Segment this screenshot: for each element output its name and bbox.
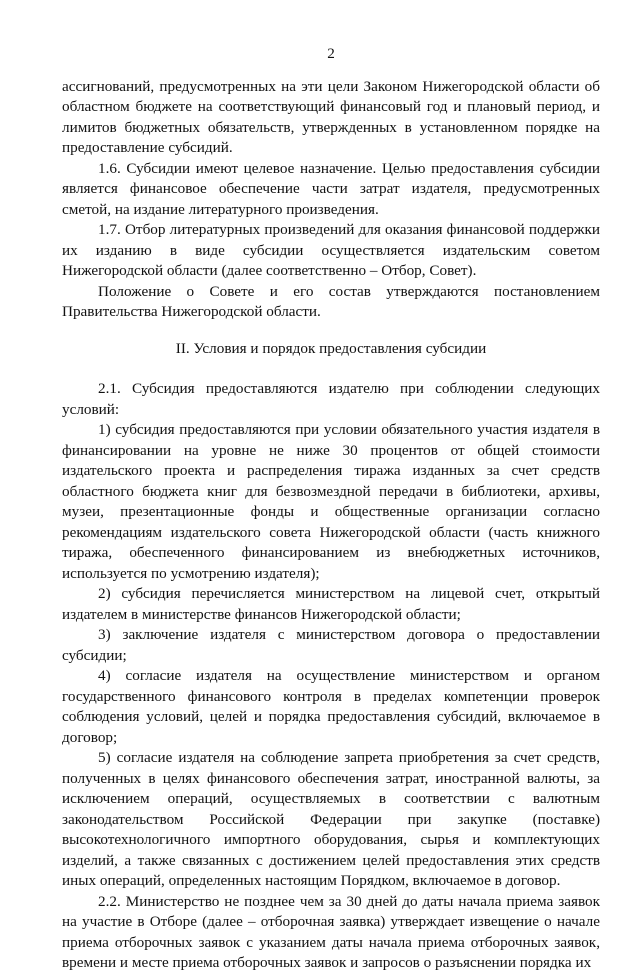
condition-3: 3) заключение издателя с министерством договора о предоставлении субсидии; — [62, 626, 600, 664]
condition-1: 1) субсидия предоставляются при условии обязательного участия издателя в финансировании на уровне не ниже 30 процентов от общей стоимости издательского проекта и распределения тиража изданных за счет средств областного бюджета книг для безвозмездной передачи в библиотеки, архивы, музеи, презентационные фонды и общественные организации согласно рекомендациям издательского совета Нижегородской области (часть книжного тиража, обеспеченного финансированием из внебюджетных источников, используется по усмотрению издателя); — [62, 421, 600, 582]
paragraph-2-2: 2.2. Министерство не позднее чем за 30 дней до даты начала приема заявок на участие в Отборе (далее – отборочная заявка) утверждает извещение о начале приема отборочных заявок с указанием даты начала приема отборочных заявок, времени и месте приема отборочных заявок и запросов о разъяснении порядка их — [62, 892, 600, 971]
paragraph-2-1: 2.1. Субсидия предоставляются издателю при соблюдении следующих условий: — [62, 380, 600, 418]
paragraph-continuation: ассигнований, предусмотренных на эти цели Законом Нижегородской области об областном бюджете на соответствующий финансовый год и плановый период, и лимитов бюджетных обязательств, утвержденных в установленном порядке на предоставление субсидий. — [62, 77, 600, 156]
paragraph-1-7: 1.7. Отбор литературных произведений для оказания финансовой поддержки их изданию в виде субсидии осуществляется издательским советом Нижегородской области (далее соответственно – Отбор, Совет). — [62, 221, 600, 279]
condition-5: 5) согласие издателя на соблюдение запрета приобретения за счет средств, полученных в целях финансового обеспечения затрат, иностранной валюты, за исключением операций, осуществляемых в соответствии с валютным законодательством Российской Федерации при закупке (поставке) высокотехнологичного импортного оборудования, сырья и комплектующих изделий, а также связанных с достижением целей предоставления этих средств иных операций, определенных настоящим Порядком, включаемое в договор. — [62, 749, 600, 889]
condition-4: 4) согласие издателя на осуществление министерством и органом государственного финансового контроля в пределах компетенции проверок соблюдения условий, целей и порядка предоставления субсидий, включаемое в договор; — [62, 667, 600, 746]
paragraph-council: Положение о Совете и его состав утверждаются постановлением Правительства Нижегородской области. — [62, 282, 600, 320]
section-heading: II. Условия и порядок предоставления субсидии — [175, 339, 487, 357]
page-number: 2 — [327, 45, 335, 62]
paragraph-1-6: 1.6. Субсидии имеют целевое назначение. Целью предоставления субсидии является финансовое обеспечение части затрат издателя, предусмотренных сметой, на издание литературного произведения. — [62, 159, 600, 218]
condition-2: 2) субсидия перечисляется министерством на лицевой счет, открытый издателем в министерстве финансов Нижегородской области; — [62, 585, 600, 623]
